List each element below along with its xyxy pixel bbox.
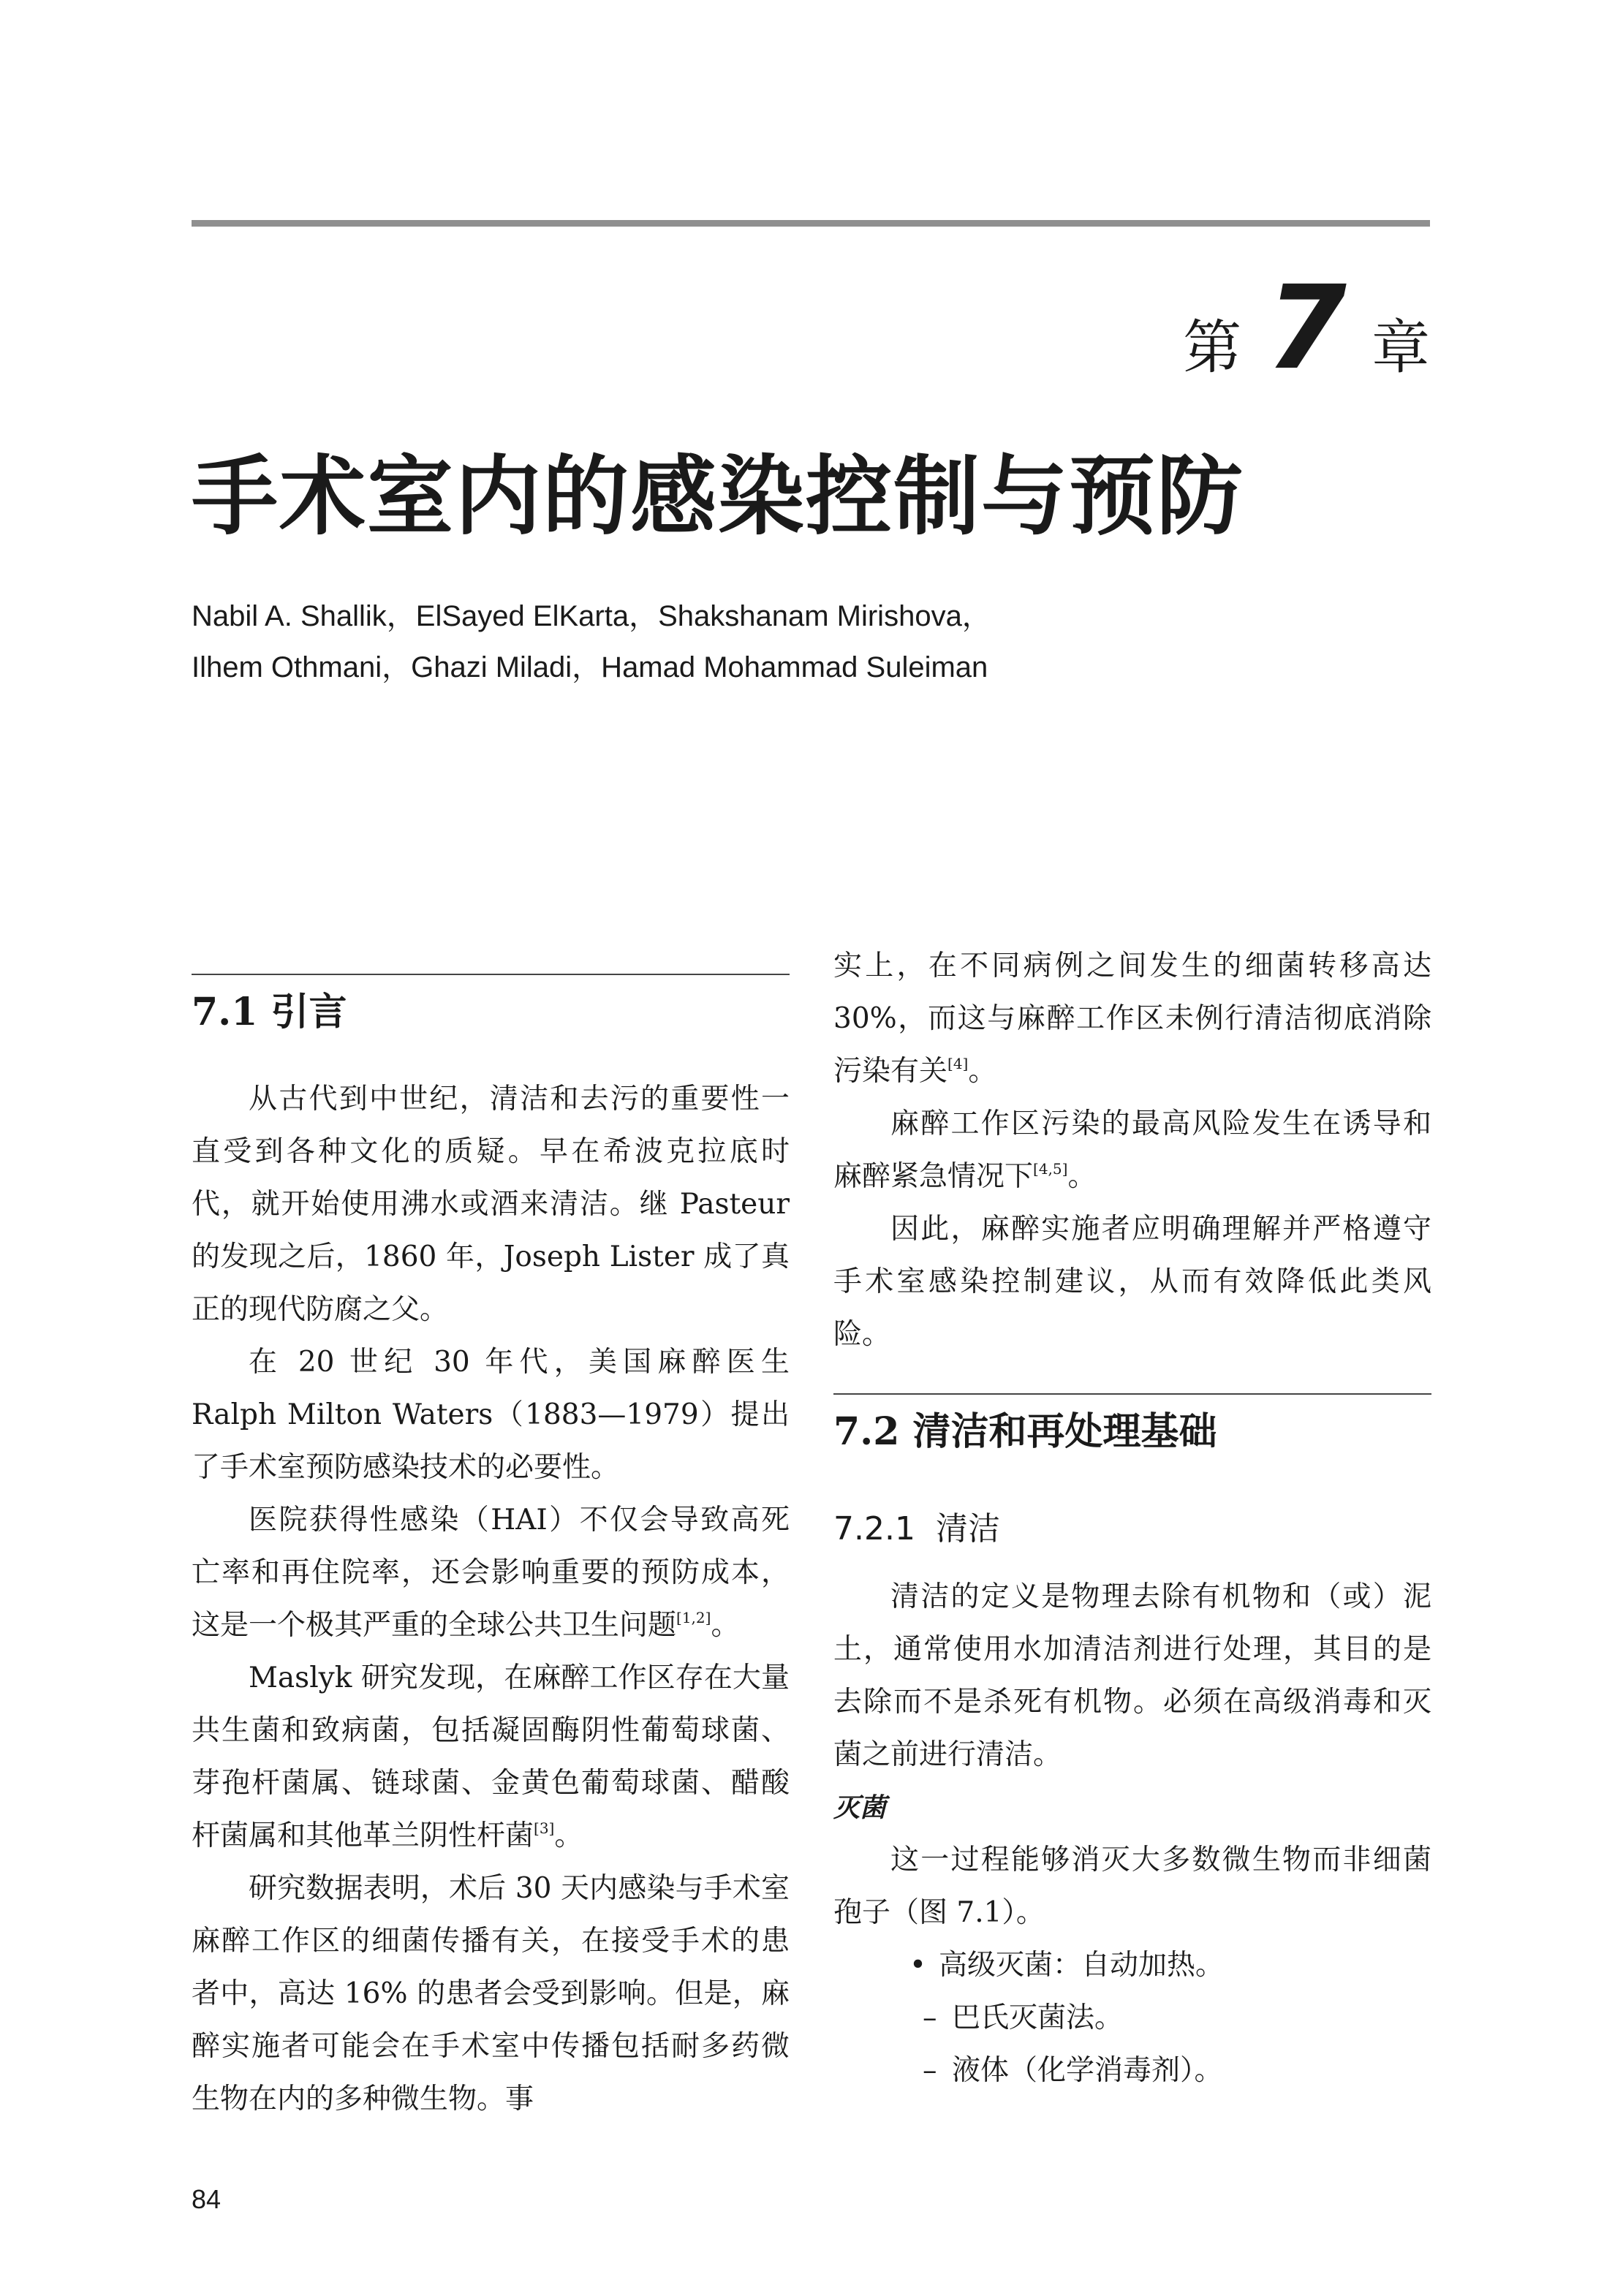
chapter-prefix: 第 [1183, 314, 1242, 382]
paragraph: 研究数据表明，术后 30 天内感染与手术室麻醉工作区的细菌传播有关，在接受手术的患者中，高达 16% 的患者会受到影响。但是，麻醉实施者可能会在手术室中传播包括耐多药微生物在内的多种微生物。事 [192, 1872, 790, 2116]
section-title: 引言 [270, 990, 347, 1034]
paragraph: 因此，麻醉实施者应明确理解并严格遵守手术室感染控制建议，从而有效降低此类风险。 [833, 1213, 1431, 1351]
paragraph: 从古代到中世纪，清洁和去污的重要性一直受到各种文化的质疑。早在希波克拉底时代，就开始使用沸水或酒来清洁。继 Pasteur 的发现之后，1860 年，Joseph Lister 成了真正的现代防腐之父。 [192, 1083, 790, 1327]
citation: [4,5] [1033, 1160, 1068, 1178]
authors [192, 591, 1434, 693]
section-title: 清洁和再处理基础 [912, 1409, 1217, 1454]
section-heading-7-2 [833, 1409, 1431, 1455]
chapter-suffix: 章 [1372, 314, 1430, 382]
right-column [833, 940, 1431, 2097]
paragraph: 清洁的定义是物理去除有机物和（或）泥土，通常使用水加清洁剂进行处理，其目的是去除而不是杀死有机物。必须在高级消毒和灭菌之前进行清洁。 [833, 1580, 1431, 1772]
section-rule [192, 974, 790, 975]
section-number: 7.2 [833, 1409, 900, 1454]
paragraph: Maslyk 研究发现，在麻醉工作区存在大量共生菌和致病菌，包括凝固酶阴性葡萄球菌、芽孢杆菌属、链球菌、金黄色葡萄球菌、醋酸杆菌属和其他革兰阴性杆菌[3]。 [192, 1662, 790, 1853]
chapter-number: 7 [1266, 261, 1347, 395]
citation: [4] [947, 1055, 969, 1072]
bullet-item: • 高级灭菌：自动加热。 [833, 1939, 1431, 1992]
chapter-label [1183, 261, 1430, 395]
section-number: 7.1 [192, 990, 258, 1034]
left-column [192, 974, 790, 2126]
page-number: 84 [192, 2184, 222, 2214]
paragraph: 医院获得性感染（HAI）不仅会导致高死亡率和再住院率，还会影响重要的预防成本，这是一个极其严重的全球公共卫生问题[1,2]。 [192, 1504, 790, 1643]
bullet-icon: • [909, 1949, 927, 1982]
citation: [3] [534, 1819, 555, 1838]
paragraph: 这一过程能够消灭大多数微生物而非细菌孢子（图 7.1）。 [833, 1844, 1431, 1930]
citation: [1,2] [676, 1609, 711, 1627]
top-rule [192, 220, 1430, 227]
dash-item: – 巴氏灭菌法。 [833, 1992, 1431, 2045]
paragraph: 麻醉工作区污染的最高风险发生在诱导和麻醉紧急情况下[4,5]。 [833, 1107, 1431, 1193]
authors-line-2: Ilhem Othmani，Ghazi Miladi，Hamad Mohammad Suleiman [192, 651, 988, 683]
dash-icon: – [923, 2001, 937, 2035]
authors-line-1: Nabil A. Shallik，ElSayed ElKarta，Shakshanam Mirishova， [192, 600, 991, 632]
paragraph: 实上，在不同病例之间发生的细菌转移高达 30%，而这与麻醉工作区未例行清洁彻底消除污染有关[4]。 [833, 950, 1431, 1088]
paragraph: 在 20 世纪 30 年代，美国麻醉医生 Ralph Milton Waters（1883—1979）提出了手术室预防感染技术的必要性。 [192, 1346, 790, 1485]
subsection-title: 清洁 [935, 1510, 1000, 1548]
chapter-title: 手术室内的感染控制与预防 [192, 445, 1245, 547]
dash-item: – 液体（化学消毒剂）。 [833, 2045, 1431, 2097]
subsection-number: 7.2.1 [833, 1510, 915, 1548]
section-heading-7-1 [192, 990, 790, 1035]
subsection-heading-7-2-1 [833, 1510, 1431, 1549]
section-rule [833, 1393, 1431, 1395]
dash-icon: – [923, 2054, 937, 2088]
subheading-sterilization: 灭菌 [833, 1792, 887, 1824]
